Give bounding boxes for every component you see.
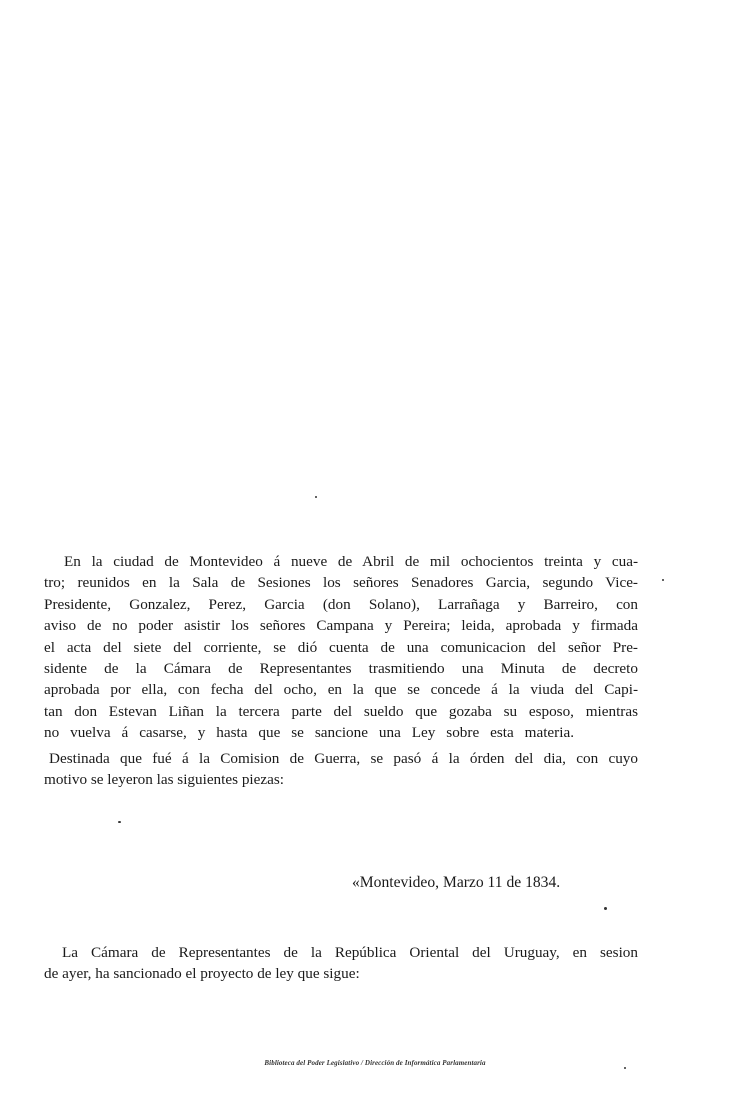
text-line: tan don Estevan Liñan la tercera parte del sueldo que gozaba su esposo, mientras [44,702,638,720]
text-line: de ayer, ha sancionado el proyecto de ley que sigue: [44,965,360,983]
text-line: tro; reunidos en la Sala de Sesiones los señores Senadores Garcia, segundo Vice- [44,574,638,592]
scan-speck [662,579,664,581]
scan-speck [315,496,317,498]
text-line: aprobada por ella, con fecha del ocho, en la que se concede á la viuda del Capi- [44,681,638,699]
text-line: Destinada que fué á la Comision de Guerra, se pasó á la órden del dia, con cuyo [49,750,638,767]
library-footer: Biblioteca del Poder Legislativo / Dirección de Informática Parlamentaria [264,1059,486,1067]
text-line: no vuelva á casarse, y hasta que se sancione una Ley sobre esta materia. [44,724,574,742]
text-line: motivo se leyeron las siguientes piezas: [44,771,284,789]
scan-speck [604,907,607,910]
text-line: aviso de no poder asistir los señores Campana y Pereira; leida, aprobada y firmada [44,617,638,635]
paragraph-committee-referral [44,748,638,791]
letter-dateline: «Montevideo, Marzo 11 de 1834. [352,874,561,891]
text-line: Presidente, Gonzalez, Perez, Garcia (don Solano), Larrañaga y Barreiro, con [44,595,638,613]
text-line: sidente de la Cámara de Representantes trasmitiendo una Minuta de decreto [44,660,638,678]
scan-speck [118,821,121,823]
text-line: En la ciudad de Montevideo á nueve de Abril de mil ochocientos treinta y cua- [64,553,638,570]
text-line: La Cámara de Representantes de la República Oriental del Uruguay, en sesion [62,944,638,961]
paragraph-chamber-communication [44,942,638,985]
text-line: el acta del siete del corriente, se dió cuenta de una comunicacion del señor Pre- [44,638,638,656]
scan-speck [624,1067,626,1069]
paragraph-session-record [44,551,638,744]
